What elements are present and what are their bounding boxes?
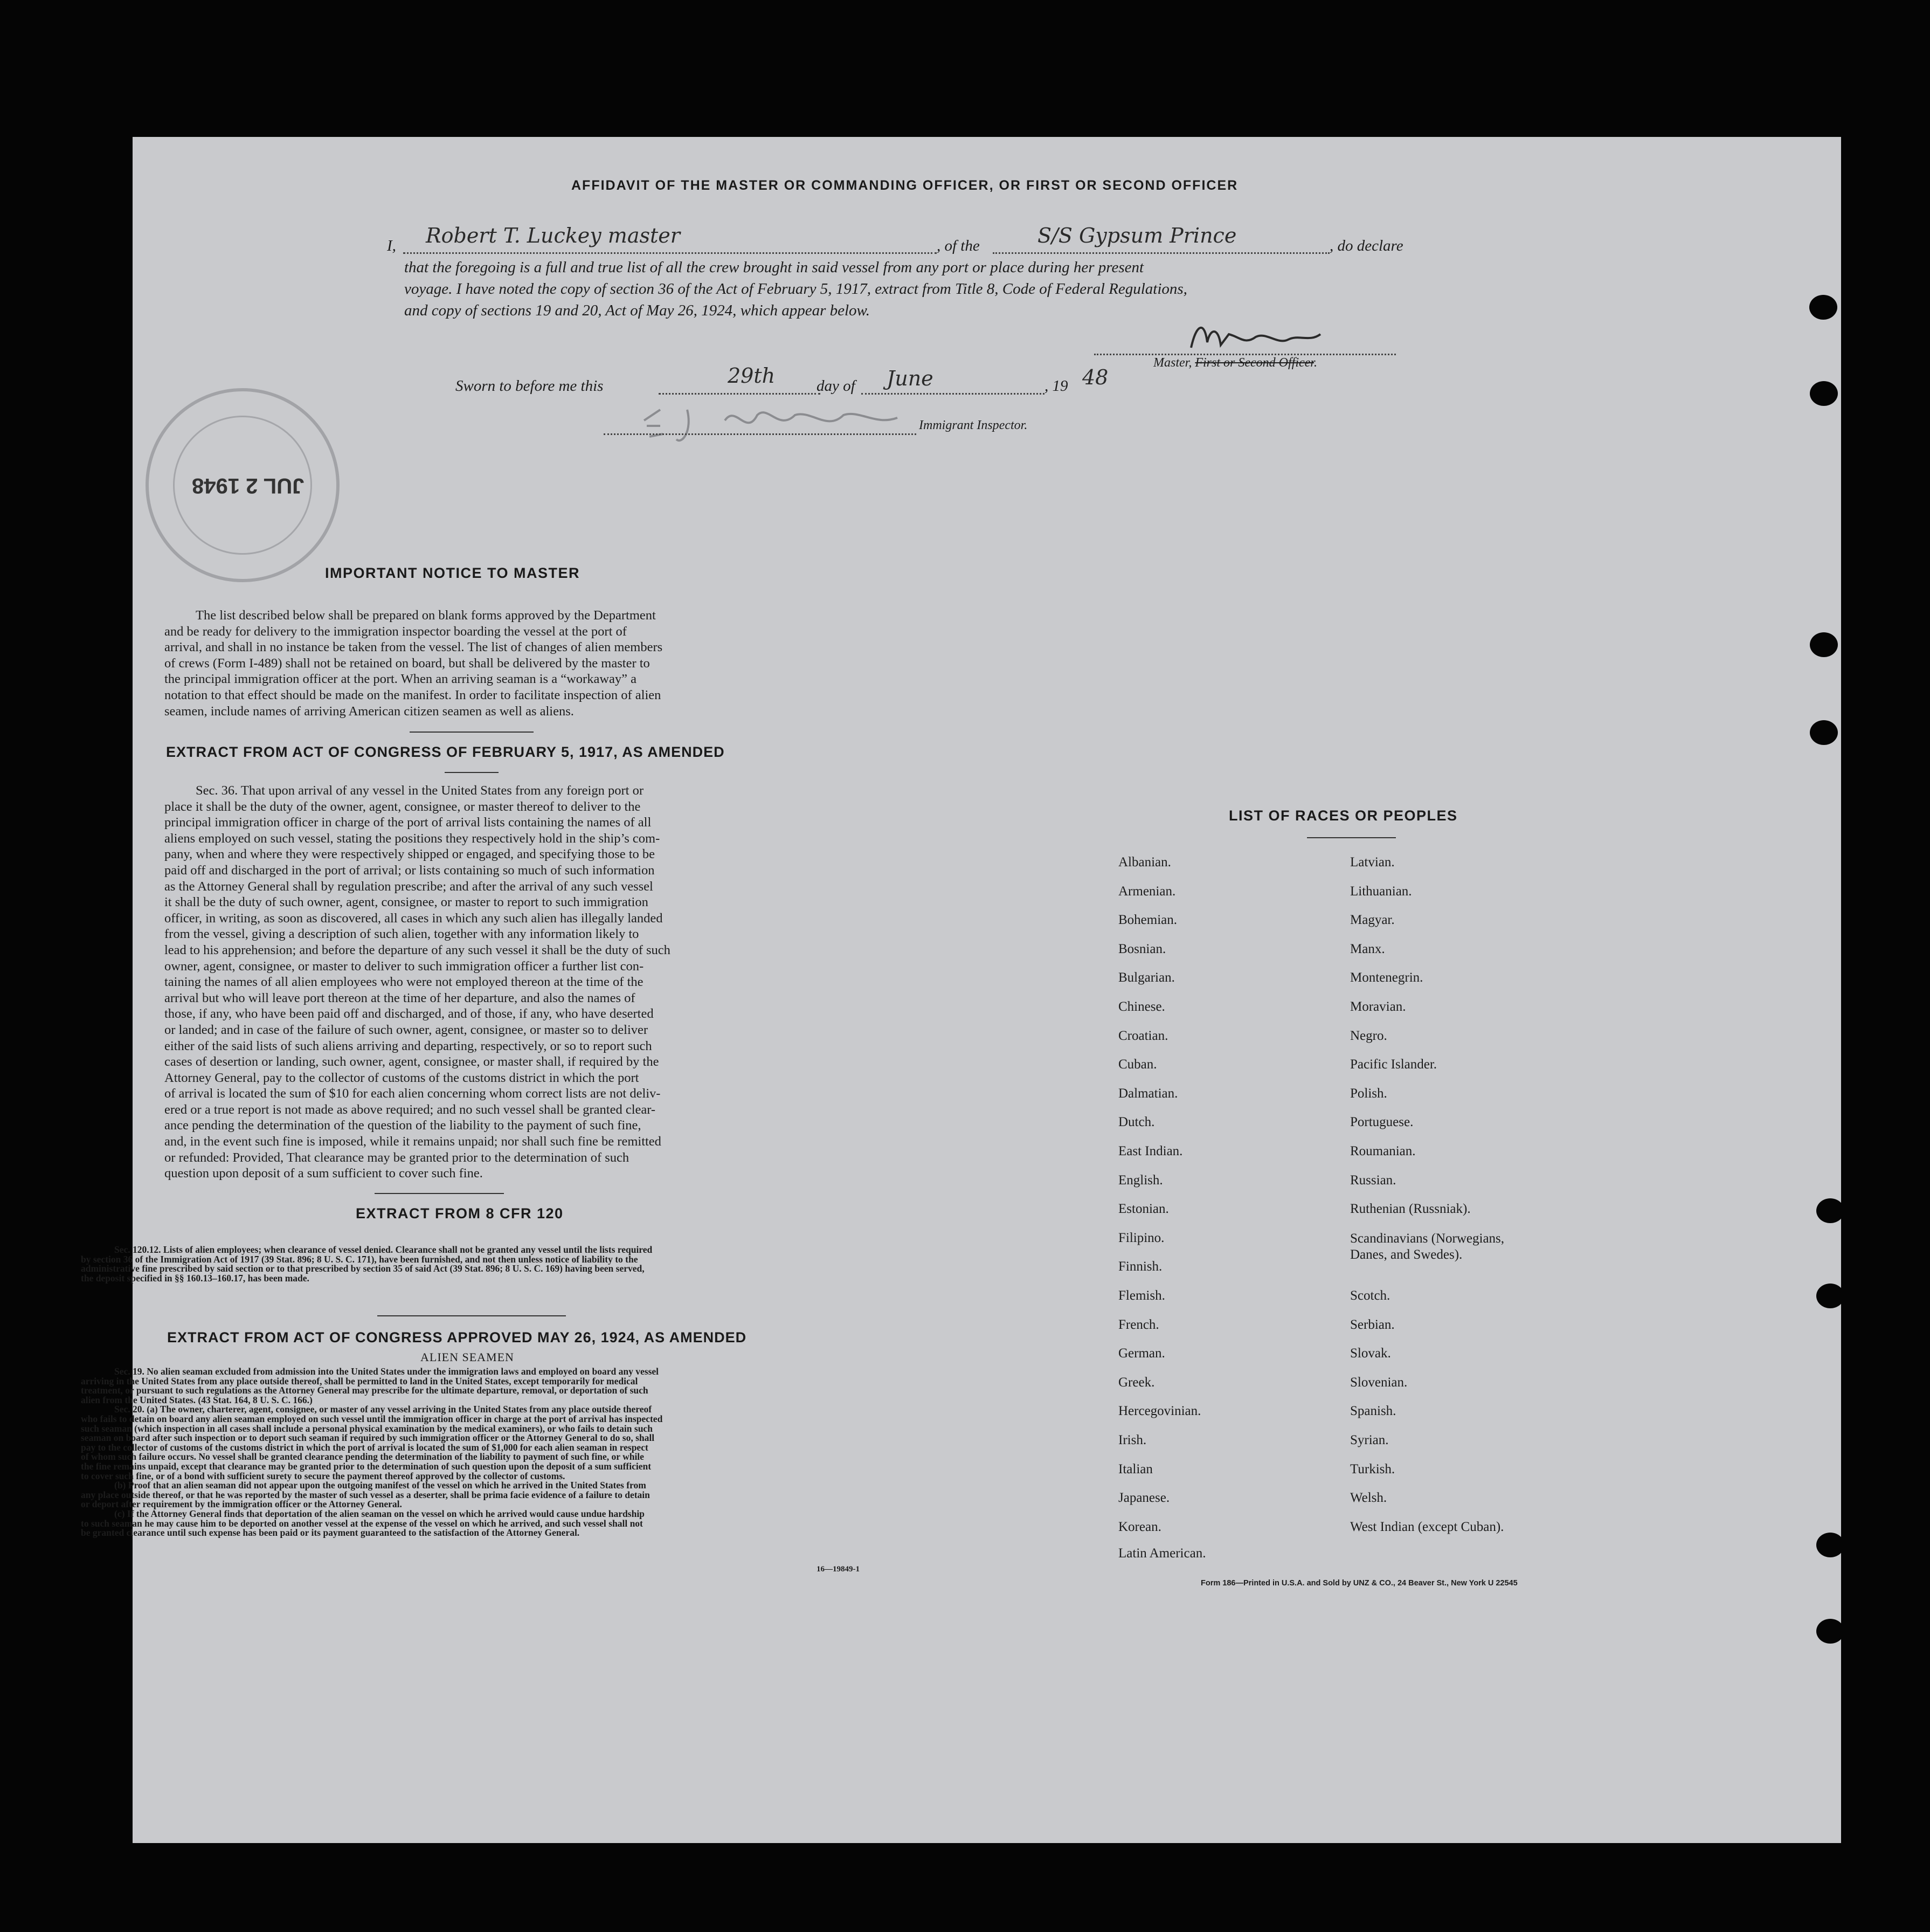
day-handwriting: 29th <box>728 364 776 388</box>
race-item: Scandinavians (Norwegians, Danes, and Swedes). <box>1350 1231 1505 1262</box>
race-item: Scotch. <box>1350 1288 1391 1303</box>
race-item: Korean. <box>1118 1520 1161 1534</box>
race-item: Portuguese. <box>1350 1115 1414 1129</box>
sworn-label: Sworn to before me this <box>455 377 604 395</box>
punch-hole <box>1816 1198 1844 1223</box>
race-item: Filipino. <box>1118 1231 1165 1245</box>
punch-hole <box>1810 381 1838 406</box>
punch-hole <box>1816 1284 1844 1308</box>
race-item: Bulgarian. <box>1118 970 1175 985</box>
master-signature-line <box>1094 351 1396 355</box>
race-item: Slovenian. <box>1350 1375 1408 1390</box>
inspector-line <box>604 431 916 435</box>
race-item: East Indian. <box>1118 1144 1183 1158</box>
name-line <box>403 249 937 254</box>
race-item: Manx. <box>1350 942 1385 956</box>
extract-1924-title: EXTRACT FROM ACT OF CONGRESS APPROVED MAY 26, 1924, AS AMENDED <box>167 1329 747 1346</box>
race-item: Latin American. <box>1118 1546 1206 1561</box>
race-item: Finnish. <box>1118 1259 1163 1274</box>
extract-1924-body: Sec. 19. No alien seaman excluded from admission into the United States under the immigration laws and employed on board any vessel arriving in the United States from any place outside thereof, shall be permitted to land in the United States, except temporarily for medical treatment, or pursuant to such regulations as the Attorney General may prescribe for the ultimate departure, removal, or deportation of such alien from the United States. (43 Stat. 164, 8 U. S. C. 166.) Sec. 20. (a) The owner, charterer, agent, consignee, or master of any vessel arriving in the United States from any place outside thereof who fails to detain on board any alien seaman employed on such vessel until the immigration officer in charge at the port of arrival has inspected such seaman (which inspection in all cases shall include a personal physical examination by the medical examiners), or who fails to detain such seaman on board after such inspection or to deport such seaman if required by such immigration officer or the Attorney General to do so, shall pay to the collector of customs of the customs district in which the port of arrival is located the sum of $1,000 for each alien seaman in respect of whom such failure occurs. No vessel shall be granted clearance pending the determination of the liability to payment of such fine, or while the fine remains unpaid, except that clearance may be granted prior to the determination of such question upon the deposit of a sum sufficient to cover such fine, or of a bond with sufficient surety to secure the payment thereof approved by the collector of customs. (b) Proof that an alien seaman did not appear upon the outgoing manifest of the vessel on which he arrived in the United States from any place outside thereof, or that he was reported by the master of such vessel as a deserter, shall be prima facie evidence of a failure to detain or deport after requirement by the immigration officer or the Attorney General. (c) If the Attorney General finds that deportation of the alien seaman on the vessel on which he arrived would cause undue hardship to such seaman he may cause him to be deported on another vessel at the expense of the vessel on which he arrived, and such vessel shall not be granted clearance until such expense has been paid or its payment guaranteed to the satisfaction of the Attorney General. <box>81 1366 663 1538</box>
year-prefix: , 19 <box>1044 377 1068 395</box>
race-item: Spanish. <box>1350 1404 1396 1418</box>
race-item: Dalmatian. <box>1118 1086 1178 1101</box>
race-item: Slovak. <box>1350 1346 1391 1361</box>
race-item: Russian. <box>1350 1173 1396 1188</box>
race-item: Montenegrin. <box>1350 970 1423 985</box>
race-item: Serbian. <box>1350 1317 1395 1332</box>
race-item: Lithuanian. <box>1350 884 1412 899</box>
race-item: Roumanian. <box>1350 1144 1416 1158</box>
race-item: Cuban. <box>1118 1057 1157 1072</box>
divider <box>410 732 534 733</box>
race-item: Turkish. <box>1350 1462 1395 1476</box>
vessel-name-handwriting: S/S Gypsum Prince <box>1037 224 1237 247</box>
i-label: I, <box>387 237 396 254</box>
year-handwriting: 48 <box>1082 365 1109 389</box>
affidavit-line-1: that the foregoing is a full and true list of all the crew brought in said vessel from any port or place during her present <box>404 259 1144 276</box>
races-title: LIST OF RACES OR PEOPLES <box>1229 808 1458 824</box>
race-item: Irish. <box>1118 1433 1147 1447</box>
form-code: 16—19849-1 <box>817 1565 860 1574</box>
race-item: Polish. <box>1350 1086 1387 1101</box>
arrival-stamp <box>146 388 340 582</box>
race-item: Flemish. <box>1118 1288 1165 1303</box>
extract-1917-body: Sec. 36. That upon arrival of any vessel in the United States from any foreign port or place it shall be the duty of the owner, agent, consignee, or master thereof to deliver to the principal immigration officer in charge of the port of arrival lists containing the names of all aliens employed on such vessel, stating the positions they respectively hold in the ship’s com- pany, when and where they were respectively shipped or engaged, and specifying those to be paid off and discharged in the port of arrival; or lists containing so much of such information as the Attorney General shall by regulation prescribe; and after the arrival of any such vessel it shall be the duty of such owner, agent, consignee, or master to report to such immigration officer, in writing, as soon as discovered, all cases in which any such alien has illegally landed from the vessel, giving a description of such alien, together with any information likely to lead to his apprehension; and before the departure of any such vessel it shall be the duty of such owner, agent, consignee, or master to deliver to such immigration officer a further list con- taining the names of all alien employees who were not employed thereon at the time of the arrival but who will leave port thereon at the time of her departure, and also the names of those, if any, who have been paid off and discharged, and of those, if any, who have deserted or landed; and in case of the failure of such owner, agent, consignee, or master so to deliver either of the said lists of such aliens arriving and departing, respectively, or so to report such cases of desertion or landing, such owner, agent, consignee, or master shall, if required by the Attorney General, pay to the collector of customs of the customs district in which the port of arrival is located the sum of $10 for each alien concerning whom correct lists are not deliv- ered or a true report is not made as above required; and no such vessel shall be granted clear- ance pending the determination of the question of the liability to the payment of such fine, and, in the event such fine is imposed, while it remains unpaid; nor shall such fine be remitted or refunded: Provided, That clearance may be granted prior to the determination of such question upon deposit of a sum sufficient to cover such fine. <box>164 783 670 1181</box>
race-item: Croatian. <box>1118 1029 1168 1043</box>
race-item: Greek. <box>1118 1375 1155 1390</box>
divider <box>375 1193 504 1194</box>
alien-seamen-subtitle: ALIEN SEAMEN <box>420 1350 514 1364</box>
affidavit-line-2: voyage. I have noted the copy of section 36 of the Act of February 5, 1917, extract from Title 8, Code of Federal Regulations, <box>404 280 1187 298</box>
race-item: Magyar. <box>1350 913 1395 927</box>
race-item: Japanese. <box>1118 1491 1170 1505</box>
do-declare-label: , do declare <box>1330 237 1403 254</box>
divider <box>445 772 499 773</box>
race-item: Latvian. <box>1350 855 1395 870</box>
divider <box>1307 837 1396 838</box>
extract-1917-title: EXTRACT FROM ACT OF CONGRESS OF FEBRUARY 5, 1917, AS AMENDED <box>166 744 725 760</box>
cfr-body: Sec. 120.12. Lists of alien employees; when clearance of vessel denied. Clearance shall not be granted any vessel until the lists required by section 36 of the Immigration Act of 1917 (39 Stat. 896; 8 U. S. C. 171), have been furnished, and not then unless notice of liability to the administrative fine prescribed by said section or to that prescribed by section 35 of said Act (39 Stat. 896; 8 U. S. C. 169) having been served, the deposit specified in §§ 160.13–160.17, has been made. <box>81 1244 653 1284</box>
inspector-caption: Immigrant Inspector. <box>919 418 1028 432</box>
month-handwriting: June <box>887 367 933 390</box>
race-item: Bohemian. <box>1118 913 1178 927</box>
race-item: Hercegovinian. <box>1118 1404 1201 1418</box>
of-the-label: , of the <box>937 237 980 254</box>
race-item: French. <box>1118 1317 1159 1332</box>
race-item: Moravian. <box>1350 999 1406 1014</box>
race-item: German. <box>1118 1346 1165 1361</box>
race-item: Albanian. <box>1118 855 1171 870</box>
race-item: Ruthenian (Russniak). <box>1350 1202 1471 1216</box>
vessel-line <box>993 249 1330 254</box>
master-name-handwriting: Robert T. Luckey master <box>426 224 680 247</box>
notice-title: IMPORTANT NOTICE TO MASTER <box>325 565 580 581</box>
day-line <box>659 391 820 395</box>
race-item: Syrian. <box>1350 1433 1389 1447</box>
inspector-signature <box>639 399 930 447</box>
race-item: Estonian. <box>1118 1202 1169 1216</box>
printer-footer: Form 186—Printed in U.S.A. and Sold by UNZ & CO., 24 Beaver St., New York U 22545 <box>1201 1579 1518 1588</box>
race-item: Italian <box>1118 1462 1153 1476</box>
punch-hole <box>1816 1619 1844 1644</box>
punch-hole <box>1816 1533 1844 1557</box>
divider <box>377 1315 566 1316</box>
race-item: Negro. <box>1350 1029 1387 1043</box>
race-item: Chinese. <box>1118 999 1165 1014</box>
race-item: Dutch. <box>1118 1115 1155 1129</box>
stamp-date: JUL 2 1948 <box>192 474 305 498</box>
punch-hole <box>1810 632 1838 657</box>
race-item: Pacific Islander. <box>1350 1057 1437 1072</box>
race-item: English. <box>1118 1173 1163 1188</box>
affidavit-line-3: and copy of sections 19 and 20, Act of May 26, 1924, which appear below. <box>404 302 870 319</box>
month-line <box>861 391 1044 395</box>
cfr-title: EXTRACT FROM 8 CFR 120 <box>356 1205 564 1222</box>
race-item: West Indian (except Cuban). <box>1350 1520 1504 1534</box>
race-item: Bosnian. <box>1118 942 1166 956</box>
punch-hole <box>1809 295 1837 320</box>
race-item: Welsh. <box>1350 1491 1387 1505</box>
race-item: Armenian. <box>1118 884 1176 899</box>
master-caption: Master, First or Second Officer. <box>1153 356 1317 370</box>
affidavit-title: AFFIDAVIT OF THE MASTER OR COMMANDING OFFICER, OR FIRST OR SECOND OFFICER <box>571 178 1239 193</box>
notice-body: The list described below shall be prepared on blank forms approved by the Department and be ready for delivery to the immigration inspector boarding the vessel at the port of arrival, and shall in no instance be taken from the vessel. The list of changes of alien members of crews (Form I-489) shall not be retained on board, but shall be delivered by the master to the principal immigration officer at the port. When an arriving seaman is a “workaway” a notation to that effect should be made on the manifest. In order to facilitate inspection of alien seamen, include names of arriving American citizen seamen as well as aliens. <box>164 608 663 719</box>
day-of-label: day of <box>817 377 855 395</box>
punch-hole <box>1810 720 1838 745</box>
